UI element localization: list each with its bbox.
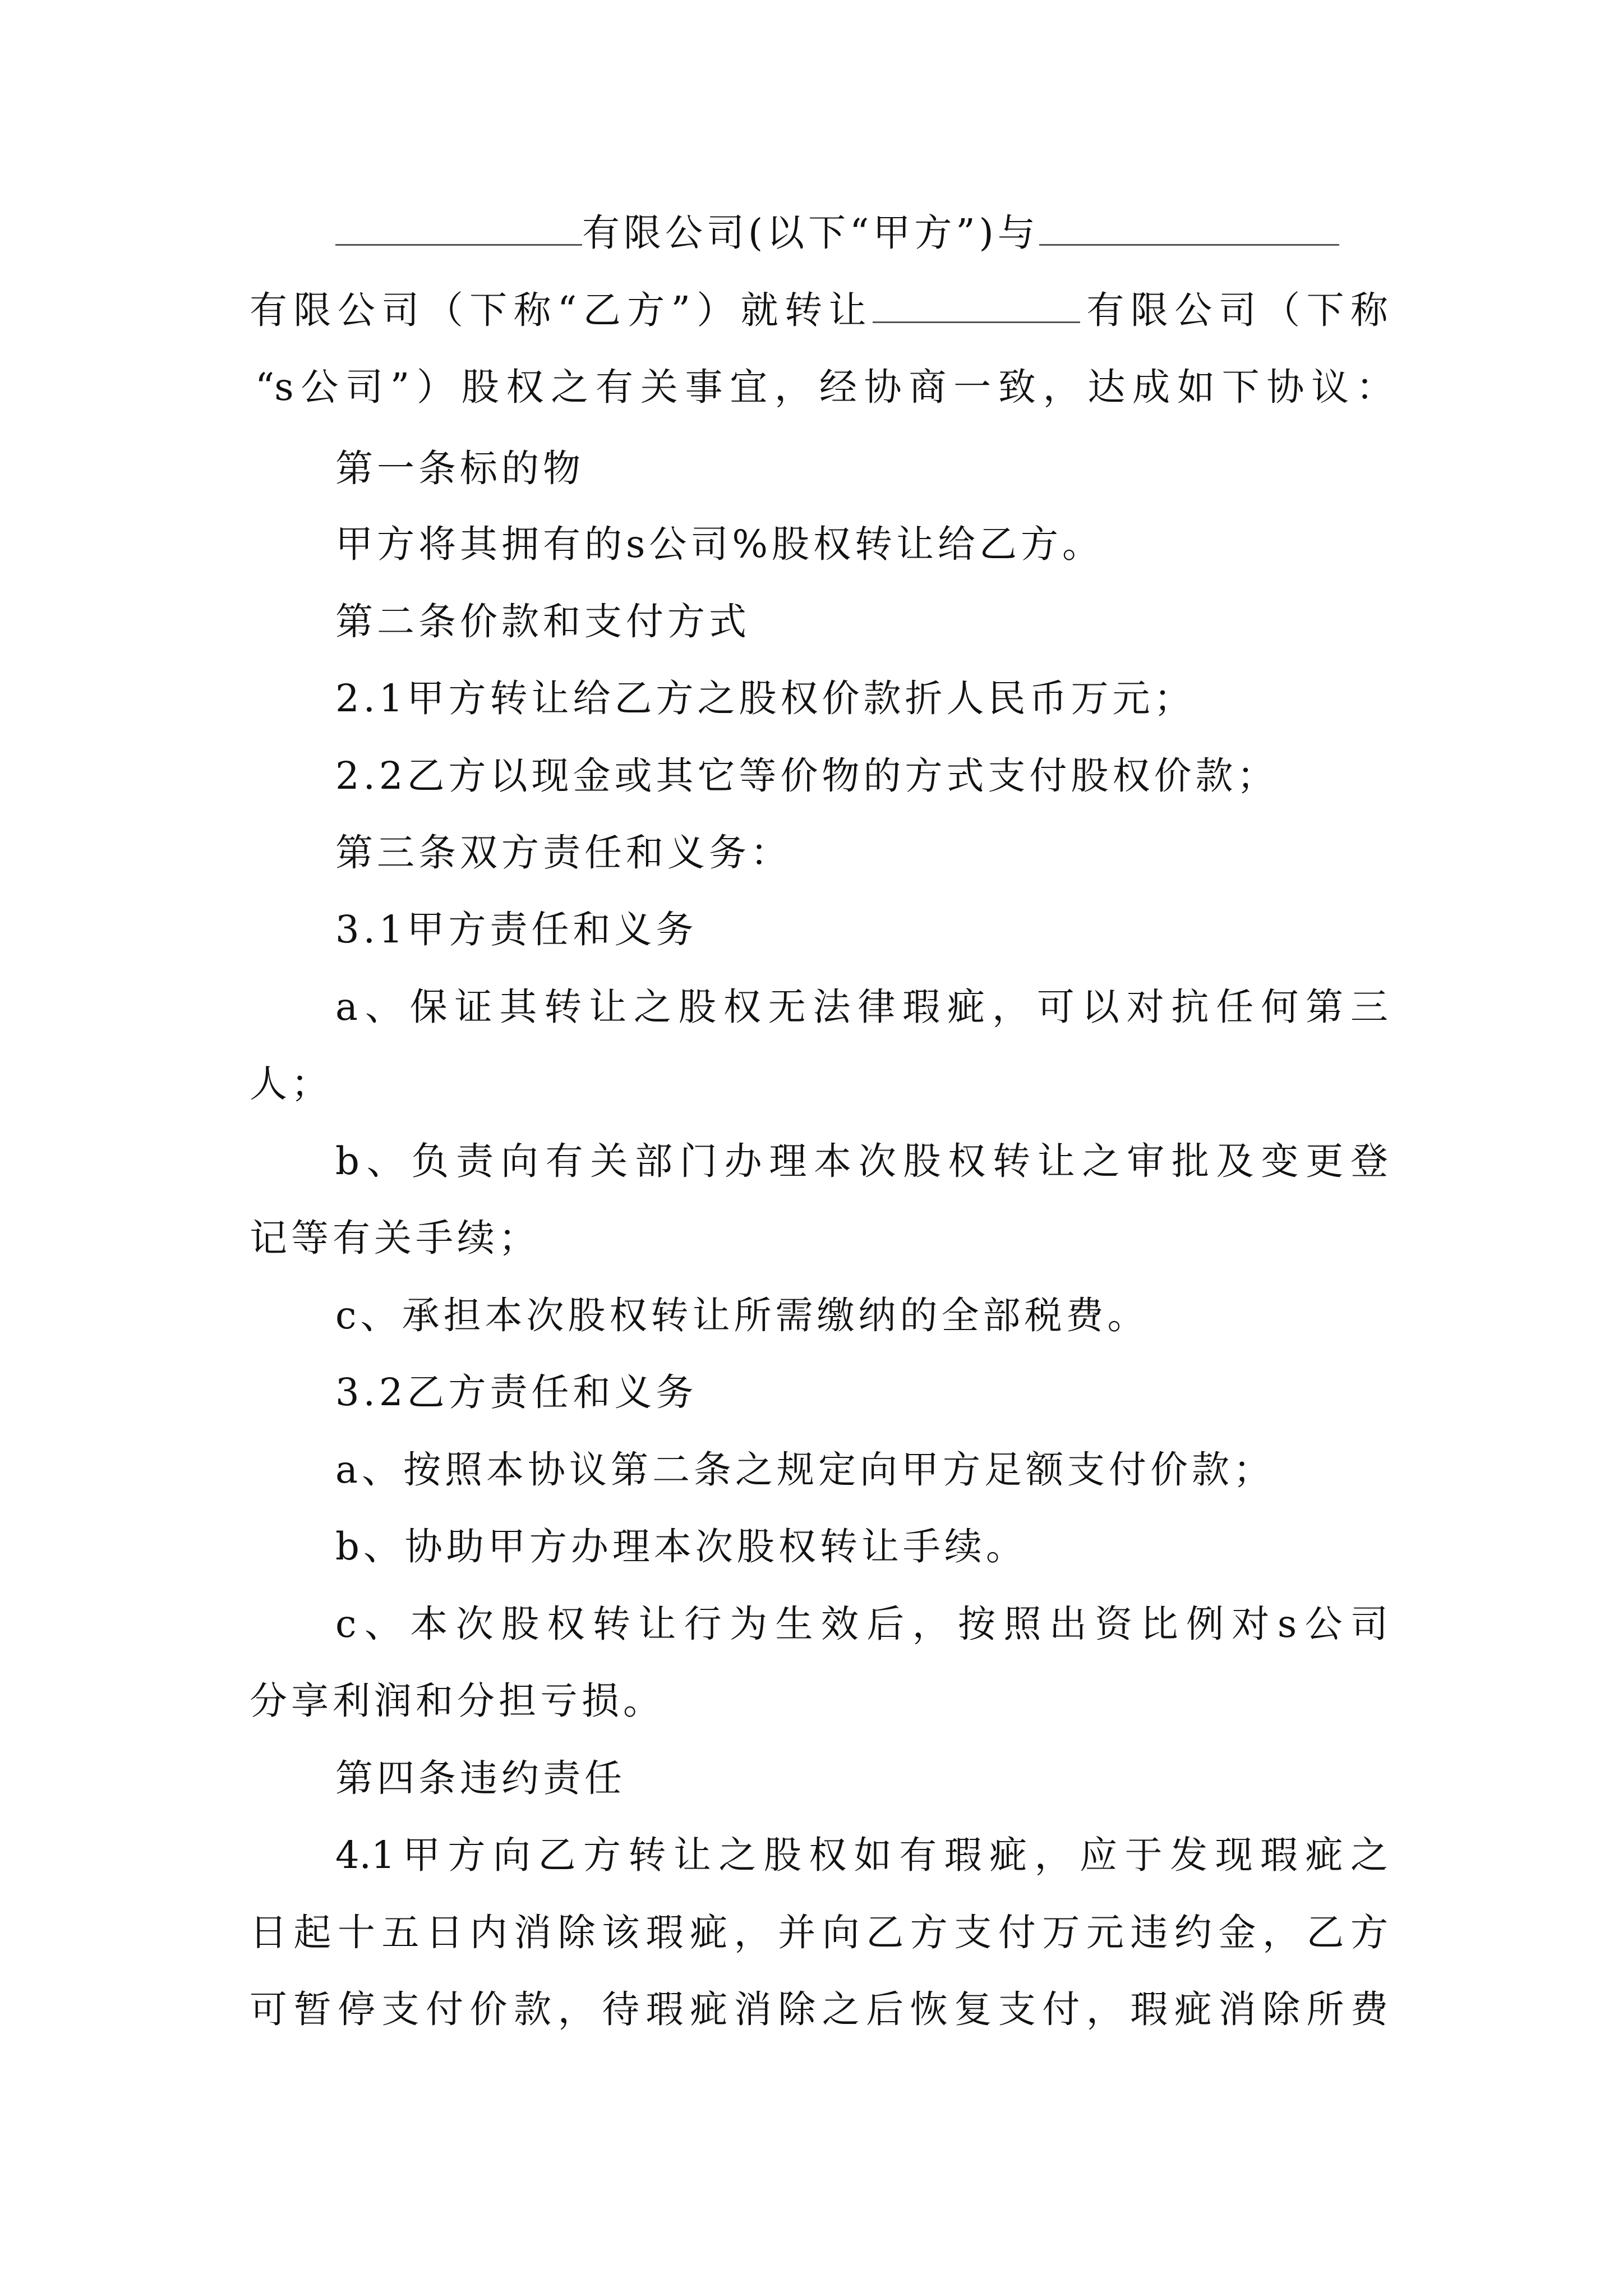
clause-3-1-c: c、承担本次股权转让所需缴纳的全部税费。 [335,1294,1149,1337]
clause-4-1-line-3: 可暂停支付价款，待瑕疵消除之后恢复支付，瑕疵消除所费 [250,1987,1388,2031]
clause-3-1-a-line-1: a、保证其转让之股权无法律瑕疵，可以对抗任何第三 [335,985,1388,1029]
intro-line-1-text: 有限公司(以下“甲方”)与 [582,211,1039,255]
intro-line-3 [255,362,1394,412]
blank-party-a-name [335,210,582,246]
intro-line-2a-text: 有限公司（下称“乙方”）就转让 [250,288,873,332]
intro-line-2b-text: 有限公司（下称 [1080,288,1389,332]
article-2-heading: 第二条价款和支付方式 [335,600,750,643]
clause-3-1-b-line-2: 记等有关手续； [250,1216,540,1260]
article-1-body: 甲方将其拥有的s公司%股权转让给乙方。 [335,522,1104,566]
blank-target-company-name [873,288,1080,323]
blank-party-b-name [1039,210,1339,246]
clause-3-1-b-line-1: b、负责向有关部门办理本次股权转让之审批及变更登 [335,1139,1388,1183]
article-1-heading: 第一条标的物 [335,447,584,490]
intro-line-3-text: “s公司”）股权之有关事宜，经协商一致，达成如下协议： [255,365,1394,409]
clause-3-2-a: a、按照本协议第二条之规定向甲方足额支付价款； [335,1448,1275,1492]
clause-4-1-line-2: 日起十五日内消除该瑕疵，并向乙方支付万元违约金，乙方 [250,1911,1388,1954]
clause-2-1: 2.1甲方转让给乙方之股权价款折人民币万元； [335,677,1196,720]
clause-4-1-line-1: 4.1甲方向乙方转让之股权如有瑕疵，应于发现瑕疵之 [335,1833,1388,1877]
article-3-heading: 第三条双方责任和义务： [335,831,792,875]
clause-3-2-c-line-1: c、本次股权转让行为生效后，按照出资比例对s公司 [335,1602,1388,1646]
clause-3-2-c-line-2: 分享利润和分担亏损。 [250,1679,665,1723]
clause-3-2-heading: 3.2乙方责任和义务 [335,1370,698,1414]
intro-line-1 [335,208,1388,258]
clause-2-2: 2.2乙方以现金或其它等价物的方式支付股权价款； [335,754,1279,798]
article-4-heading: 第四条违约责任 [335,1756,626,1800]
intro-line-2 [250,285,1388,335]
clause-3-1-heading: 3.1甲方责任和义务 [335,908,698,951]
clause-3-2-b: b、协助甲方办理本次股权转让手续。 [335,1525,1027,1568]
clause-3-1-a-line-2: 人； [250,1062,333,1106]
